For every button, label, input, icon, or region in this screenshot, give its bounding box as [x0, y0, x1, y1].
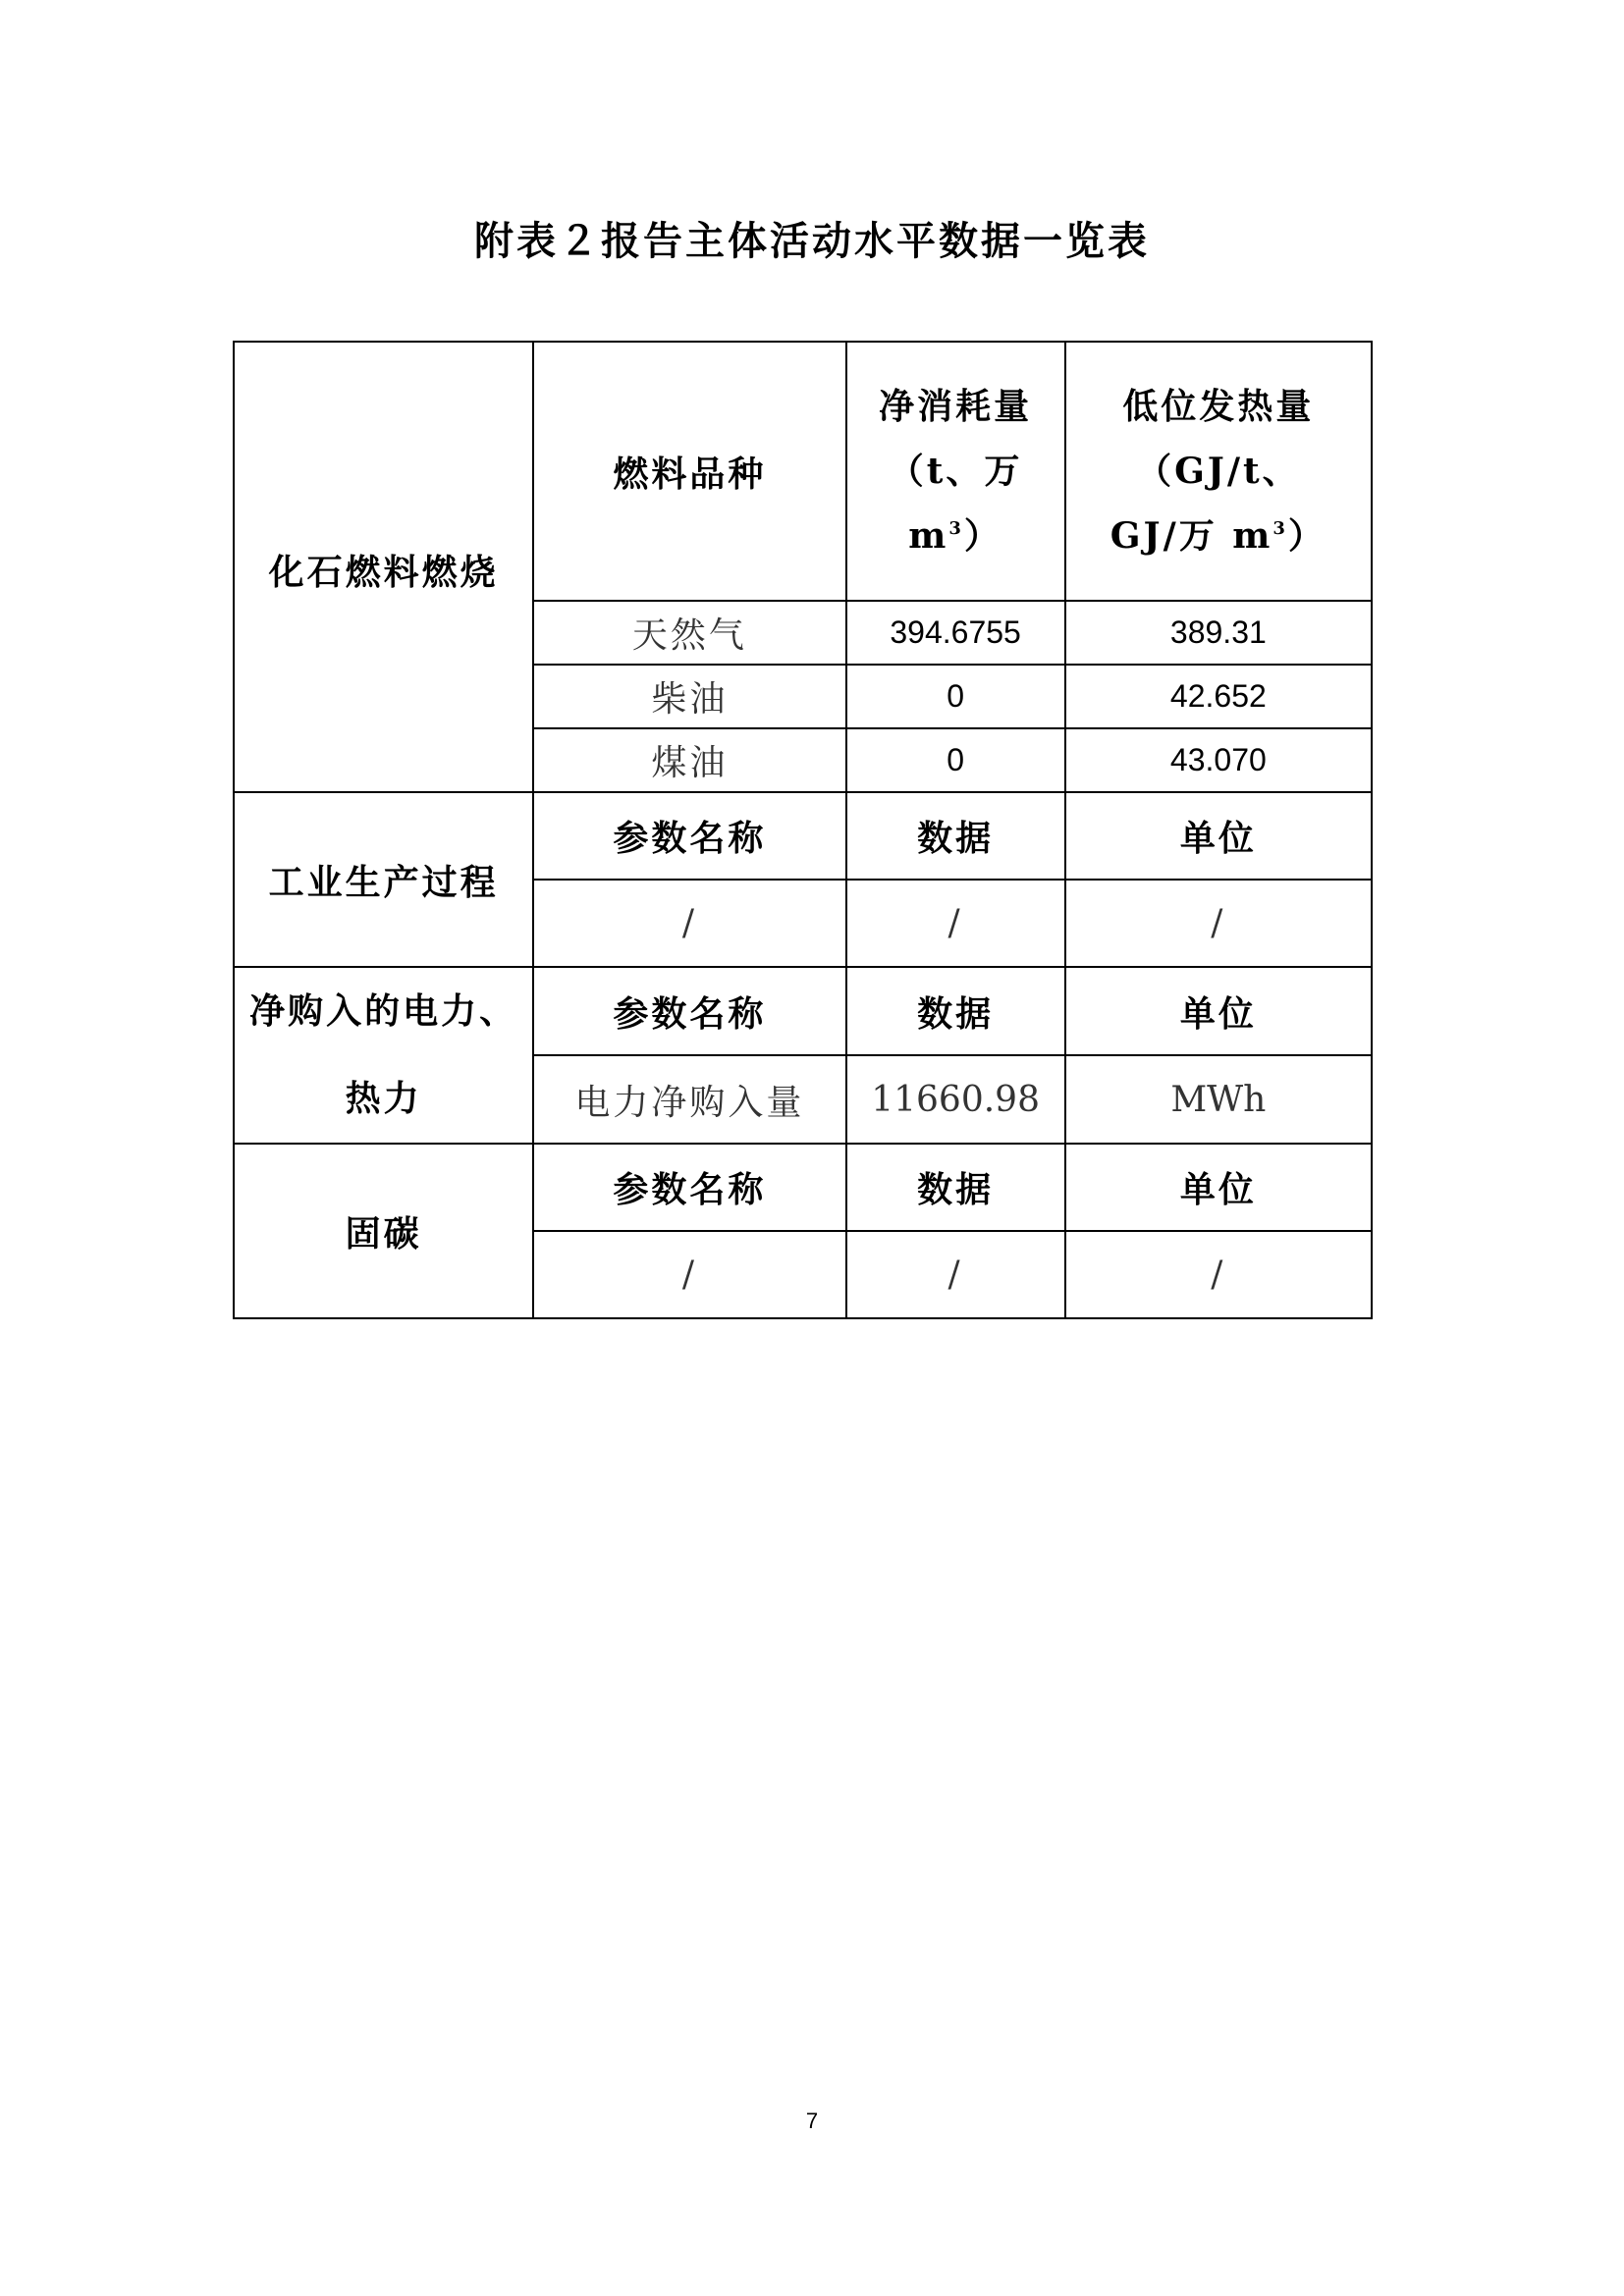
header-unit-end: ） [1287, 515, 1326, 557]
header-line: （GJ/t、 [1136, 451, 1301, 492]
header-unit: （t、万 m [888, 451, 1023, 557]
param-unit: / [1065, 1231, 1372, 1318]
col-header-param-name: 参数名称 [533, 1144, 845, 1231]
header-line: 低位发热量 [1122, 386, 1315, 427]
activity-data-table [233, 341, 1373, 1319]
col-header-fuel-type: 燃料品种 [533, 342, 845, 601]
header-line [1066, 504, 1371, 568]
section-line: 净购入的电力、 [249, 990, 518, 1032]
col-header-ncv [1065, 342, 1372, 601]
col-header-param-name: 参数名称 [533, 792, 845, 880]
col-header-data: 数据 [846, 792, 1065, 880]
page-title: 附表２报告主体活动水平数据一览表 [474, 218, 1150, 264]
superscript: 3 [1272, 518, 1288, 539]
section-industrial-process: 工业生产过程 [234, 792, 533, 967]
fuel-ncv: 42.652 [1065, 665, 1372, 728]
header-line [847, 439, 1064, 568]
header-line: 净消耗量 [879, 386, 1033, 427]
fuel-name: 柴油 [533, 665, 845, 728]
param-name: / [533, 1231, 845, 1318]
col-header-net-consumption [846, 342, 1065, 601]
section-carbon-fixation: 固碳 [234, 1144, 533, 1318]
param-name: / [533, 880, 845, 967]
fuel-consumption: 0 [846, 665, 1065, 728]
param-unit: MWh [1065, 1055, 1372, 1144]
page-number: 7 [805, 2109, 819, 2133]
superscript: 3 [948, 518, 964, 539]
fuel-name: 煤油 [533, 728, 845, 792]
fuel-consumption: 394.6755 [846, 601, 1065, 665]
col-header-unit: 单位 [1065, 1144, 1372, 1231]
param-unit: / [1065, 880, 1372, 967]
section-line: 热力 [345, 1078, 422, 1119]
section-purchased-electricity [234, 967, 533, 1144]
table-row [234, 342, 1372, 601]
table-row [234, 967, 1372, 1055]
header-unit-end: ） [963, 515, 1002, 557]
col-header-data: 数据 [846, 967, 1065, 1055]
col-header-param-name: 参数名称 [533, 967, 845, 1055]
param-data: 11660.98 [846, 1055, 1065, 1144]
col-header-data: 数据 [846, 1144, 1065, 1231]
col-header-unit: 单位 [1065, 967, 1372, 1055]
fuel-consumption: 0 [846, 728, 1065, 792]
table-row [234, 792, 1372, 880]
param-data: / [846, 880, 1065, 967]
section-fossil-fuel: 化石燃料燃烧 [234, 342, 533, 792]
table-row [234, 1144, 1372, 1231]
param-name: 电力净购入量 [533, 1055, 845, 1144]
fuel-ncv: 43.070 [1065, 728, 1372, 792]
fuel-name: 天然气 [533, 601, 845, 665]
param-data: / [846, 1231, 1065, 1318]
header-unit: GJ/万 m [1110, 515, 1273, 557]
fuel-ncv: 389.31 [1065, 601, 1372, 665]
col-header-unit: 单位 [1065, 792, 1372, 880]
